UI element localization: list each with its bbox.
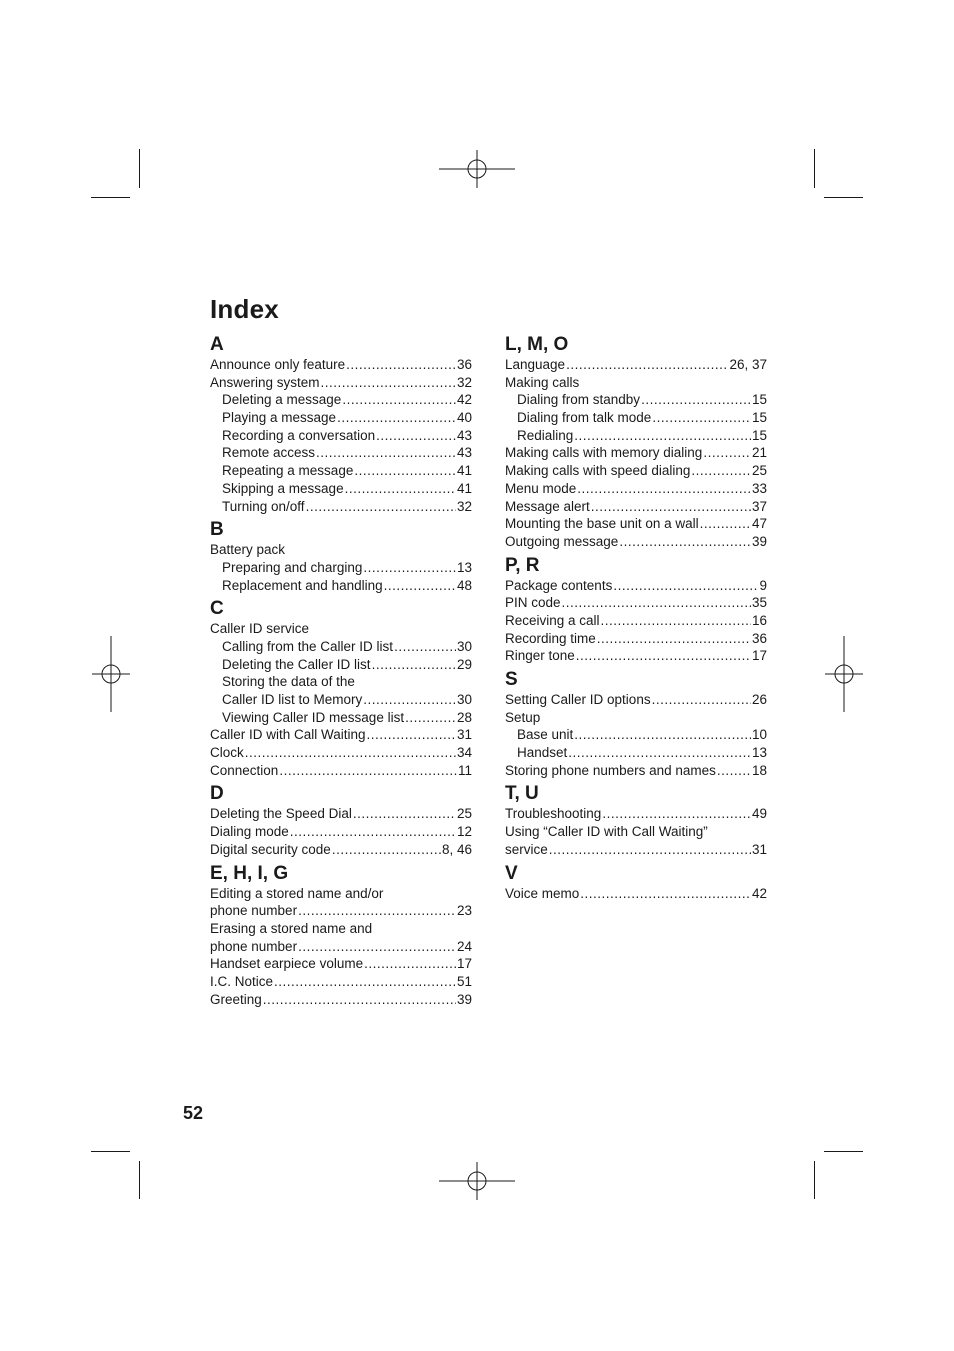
index-entry <box>505 841 767 859</box>
index-entry <box>505 691 767 709</box>
dot-leader <box>345 480 456 498</box>
index-section-heading: L, M, O <box>505 334 569 355</box>
index-entry-text: Dialing from standby <box>517 392 641 408</box>
index-entry-text: Making calls with speed dialing <box>505 463 691 479</box>
index-entry-text: Redialing <box>517 427 574 443</box>
dot-leader <box>574 726 751 744</box>
dot-leader <box>332 841 441 859</box>
index-entry-page: 17 <box>456 956 472 972</box>
index-entry <box>505 533 767 551</box>
dot-leader <box>591 498 751 516</box>
index-entry-text: Replacement and handling <box>222 577 383 593</box>
index-entry-text: Editing a stored name and/or <box>210 885 384 901</box>
index-entry-page: 15 <box>751 427 767 443</box>
index-entry-text: Message alert <box>505 498 590 514</box>
index-entry <box>505 762 767 780</box>
index-entry-page: 26, 37 <box>729 357 767 372</box>
dot-leader <box>384 577 456 595</box>
dot-leader <box>574 427 751 445</box>
dot-leader <box>566 356 728 374</box>
index-entry-page: 11 <box>457 762 472 778</box>
index-section-heading: B <box>210 519 224 541</box>
index-entry-text: Announce only feature <box>210 357 346 372</box>
dot-leader <box>342 391 456 409</box>
index-section-heading: D <box>210 783 224 805</box>
index-entry-page: 49 <box>751 806 767 822</box>
index-entry <box>505 612 767 630</box>
index-entry-text: Caller ID service <box>210 621 310 637</box>
crop-mark <box>91 197 130 198</box>
index-entry <box>210 920 472 938</box>
index-entry-page: 25 <box>751 463 767 479</box>
index-entry-text: Dialing from talk mode <box>517 410 652 426</box>
dot-leader <box>279 762 457 780</box>
index-entry-page: 43 <box>456 427 472 443</box>
index-entry-page: 31 <box>751 841 767 857</box>
page-number: 52 <box>183 1103 204 1123</box>
index-entry-page: 21 <box>751 445 767 461</box>
dot-leader <box>703 444 751 462</box>
dot-leader <box>245 744 456 762</box>
dot-leader <box>576 647 751 665</box>
index-entry <box>210 691 472 709</box>
index-entry <box>505 374 767 392</box>
dot-leader <box>700 515 751 533</box>
index-entry-page: 41 <box>456 463 472 479</box>
index-entry <box>210 577 472 595</box>
index-entry <box>505 577 767 595</box>
index-section-heading: V <box>505 862 518 884</box>
dot-leader <box>568 744 751 762</box>
index-entry <box>210 762 472 780</box>
registration-mark-icon <box>91 636 131 712</box>
dot-leader <box>394 638 456 656</box>
index-entry <box>505 885 767 903</box>
index-entry-page: 13 <box>456 559 472 575</box>
registration-mark-icon <box>439 1161 515 1201</box>
index-entry <box>210 541 472 559</box>
dot-leader <box>562 594 751 612</box>
dot-leader <box>298 902 456 920</box>
index-entry <box>210 973 472 991</box>
index-entry-page: 29 <box>456 656 472 672</box>
index-section <box>210 334 472 515</box>
index-entry <box>505 744 767 762</box>
index-section <box>210 598 472 779</box>
index-entry-page: 24 <box>456 938 472 954</box>
index-entry <box>505 462 767 480</box>
crop-mark <box>139 1161 140 1199</box>
index-entry-page: 32 <box>456 498 472 514</box>
index-entry-page: 8, 46 <box>441 841 472 857</box>
index-entry-text: Menu mode <box>505 480 577 496</box>
dot-leader <box>652 691 751 709</box>
index-entry-page: 26 <box>751 692 767 707</box>
index-entry-page: 42 <box>456 392 472 408</box>
dot-leader <box>263 991 456 1009</box>
index-entry <box>505 726 767 744</box>
index-entry-text: Deleting the Speed Dial <box>210 806 352 822</box>
index-entry-page: 33 <box>751 480 767 496</box>
dot-leader <box>376 427 456 445</box>
index-entry-text: Receiving a call <box>505 612 600 628</box>
dot-leader <box>346 356 456 374</box>
index-entry-text: Ringer tone <box>505 648 575 664</box>
index-entry-text: Mounting the base unit on a wall <box>505 516 699 532</box>
index-entry <box>210 709 472 727</box>
index-entry <box>210 726 472 744</box>
index-entry <box>210 374 472 392</box>
index-entry <box>210 823 472 841</box>
dot-leader <box>717 762 751 780</box>
index-entry-text: Troubleshooting <box>505 806 602 822</box>
index-entry-page: 36 <box>751 630 767 646</box>
index-section <box>505 669 767 779</box>
index-entry-page: 17 <box>751 648 767 664</box>
index-entry-page: 39 <box>456 991 472 1007</box>
index-entry-text: Viewing Caller ID message list <box>222 709 405 725</box>
index-entry <box>210 444 472 462</box>
dot-leader <box>367 726 456 744</box>
index-entry-page: 39 <box>751 533 767 549</box>
index-entry <box>210 409 472 427</box>
index-section-heading: S <box>505 669 518 690</box>
index-entry <box>210 480 472 498</box>
index-entry-page: 37 <box>751 498 767 514</box>
index-entry-text: Making calls <box>505 374 580 390</box>
index-entry-text: service <box>505 841 548 857</box>
dot-leader <box>602 805 751 823</box>
index-entry-text: phone number <box>210 938 298 954</box>
crop-mark <box>814 149 815 188</box>
dot-leader <box>363 691 456 709</box>
index-section <box>505 334 767 551</box>
index-section <box>505 783 767 858</box>
dot-leader <box>580 885 751 903</box>
index-entry-page: 23 <box>456 903 472 919</box>
crop-mark <box>824 1151 863 1152</box>
index-entry-text: Handset earpiece volume <box>210 956 364 972</box>
index-entry-text: Digital security code <box>210 841 331 857</box>
index-entry-text: Setup <box>505 709 541 725</box>
index-entry <box>210 356 472 374</box>
dot-leader <box>321 374 456 392</box>
index-entry <box>505 480 767 498</box>
index-section-heading: E, H, I, G <box>210 862 289 884</box>
index-entry-page: 10 <box>751 727 767 743</box>
index-entry-page: 41 <box>456 480 472 496</box>
index-entry <box>505 594 767 612</box>
page-title: Index <box>210 294 279 324</box>
index-entry-text: Greeting <box>210 991 262 1007</box>
registration-mark-icon <box>824 636 864 712</box>
dot-leader <box>601 612 751 630</box>
index-entry <box>210 620 472 638</box>
index-entry-page: 43 <box>456 445 472 461</box>
index-entry <box>210 638 472 656</box>
index-entry-page: 30 <box>456 692 472 707</box>
registration-mark-icon <box>439 149 515 189</box>
index-entry-text: PIN code <box>505 595 561 611</box>
dot-leader <box>691 462 751 480</box>
index-entry-text: Connection <box>210 762 279 778</box>
index-entry-page: 31 <box>456 727 472 743</box>
dot-leader <box>363 559 456 577</box>
index-column-left <box>210 334 472 1012</box>
index-entry-page: 12 <box>456 824 472 840</box>
index-entry-text: Playing a message <box>222 410 337 426</box>
index-entry <box>210 744 472 762</box>
index-entry-page: 25 <box>456 806 472 822</box>
index-entry <box>210 559 472 577</box>
index-entry <box>210 991 472 1009</box>
index-entry <box>505 823 767 841</box>
index-entry-page: 51 <box>456 973 472 989</box>
index-entry-text: Remote access <box>222 445 316 461</box>
index-entry-text: Clock <box>210 745 244 761</box>
index-entry-text: Base unit <box>517 727 574 743</box>
crop-mark <box>139 149 140 188</box>
index-entry-text: Dialing mode <box>210 824 289 840</box>
index-entry-text: Making calls with memory dialing <box>505 445 703 461</box>
dot-leader <box>597 630 751 648</box>
index-entry-page: 42 <box>751 885 767 901</box>
index-entry-text: Storing the data of the <box>222 674 355 690</box>
index-entry-text: Package contents <box>505 577 613 593</box>
index-entry <box>505 427 767 445</box>
index-entry-page: 34 <box>456 745 472 761</box>
dot-leader <box>652 409 751 427</box>
index-entry <box>210 938 472 956</box>
index-entry-page: 35 <box>751 595 767 611</box>
dot-leader <box>298 938 456 956</box>
dot-leader <box>613 577 758 595</box>
index-entry-page: 30 <box>456 638 472 654</box>
index-entry-text: Handset <box>517 745 568 761</box>
dot-leader <box>337 409 456 427</box>
index-entry-text: Recording a conversation <box>222 427 376 443</box>
index-entry-page: 18 <box>751 762 767 778</box>
index-section <box>505 555 767 665</box>
index-section-heading: A <box>210 334 224 355</box>
index-section <box>210 863 472 1009</box>
index-entry-text: Turning on/off <box>222 498 305 514</box>
index-entry-text: Answering system <box>210 374 320 390</box>
index-entry <box>505 498 767 516</box>
index-entry-text: Voice memo <box>505 885 580 901</box>
index-entry-text: Repeating a message <box>222 463 354 479</box>
index-entry <box>210 427 472 445</box>
index-column-right <box>505 334 767 906</box>
dot-leader <box>353 805 456 823</box>
index-entry-page: 28 <box>456 709 472 725</box>
dot-leader <box>619 533 751 551</box>
index-entry-text: Deleting a message <box>222 392 342 408</box>
index-entry-text: Preparing and charging <box>222 559 363 575</box>
index-section <box>210 783 472 858</box>
index-entry-page: 48 <box>456 577 472 593</box>
crop-mark <box>824 197 863 198</box>
index-entry-page: 36 <box>456 357 472 372</box>
index-entry <box>210 498 472 516</box>
dot-leader <box>641 391 751 409</box>
index-entry-text: Caller ID list to Memory <box>222 692 363 707</box>
crop-mark <box>91 1151 130 1152</box>
index-entry-page: 32 <box>456 374 472 390</box>
index-entry <box>210 462 472 480</box>
dot-leader <box>354 462 456 480</box>
index-section-heading: T, U <box>505 783 539 805</box>
dot-leader <box>316 444 456 462</box>
index-entry-page: 15 <box>751 392 767 408</box>
index-entry-page: 9 <box>759 577 767 593</box>
index-entry <box>210 805 472 823</box>
index-section <box>505 863 767 903</box>
dot-leader <box>364 955 456 973</box>
index-entry-text: Erasing a stored name and <box>210 920 373 936</box>
index-entry-text: Outgoing message <box>505 533 619 549</box>
index-section-heading: P, R <box>505 554 540 576</box>
crop-mark <box>814 1161 815 1199</box>
index-entry-text: Setting Caller ID options <box>505 692 651 707</box>
index-section-heading: C <box>210 598 224 620</box>
index-entry-text: Deleting the Caller ID list <box>222 656 371 672</box>
index-entry-page: 13 <box>751 745 767 761</box>
index-entry <box>505 391 767 409</box>
index-entry <box>210 902 472 920</box>
index-entry-text: Calling from the Caller ID list <box>222 638 394 654</box>
index-entry-text: Storing phone numbers and names <box>505 762 716 778</box>
index-entry-text: I.C. Notice <box>210 973 274 989</box>
index-entry-text: Recording time <box>505 630 596 646</box>
index-entry-text: Language <box>505 357 566 372</box>
index-section <box>210 519 472 594</box>
index-entry <box>505 647 767 665</box>
index-entry-page: 40 <box>456 410 472 426</box>
index-entry-page: 16 <box>751 612 767 628</box>
index-entry <box>210 673 472 691</box>
index-entry <box>505 709 767 727</box>
index-entry <box>505 630 767 648</box>
index-entry <box>505 805 767 823</box>
dot-leader <box>306 498 456 516</box>
index-entry-page: 47 <box>751 516 767 532</box>
dot-leader <box>549 841 751 859</box>
index-entry-page: 15 <box>751 410 767 426</box>
index-entry <box>210 841 472 859</box>
dot-leader <box>577 480 751 498</box>
index-entry <box>505 444 767 462</box>
index-entry-text: phone number <box>210 903 298 919</box>
index-entry <box>505 409 767 427</box>
index-entry <box>505 515 767 533</box>
dot-leader <box>274 973 456 991</box>
dot-leader <box>372 656 456 674</box>
index-entry <box>210 391 472 409</box>
dot-leader <box>405 709 456 727</box>
index-entry-text: Caller ID with Call Waiting <box>210 727 366 743</box>
index-entry <box>210 885 472 903</box>
dot-leader <box>290 823 456 841</box>
index-entry-text: Skipping a message <box>222 480 344 496</box>
index-entry <box>505 356 767 374</box>
index-entry-text: Battery pack <box>210 542 286 558</box>
index-entry-text: Using “Caller ID with Call Waiting” <box>505 824 708 840</box>
index-entry <box>210 955 472 973</box>
index-entry <box>210 656 472 674</box>
